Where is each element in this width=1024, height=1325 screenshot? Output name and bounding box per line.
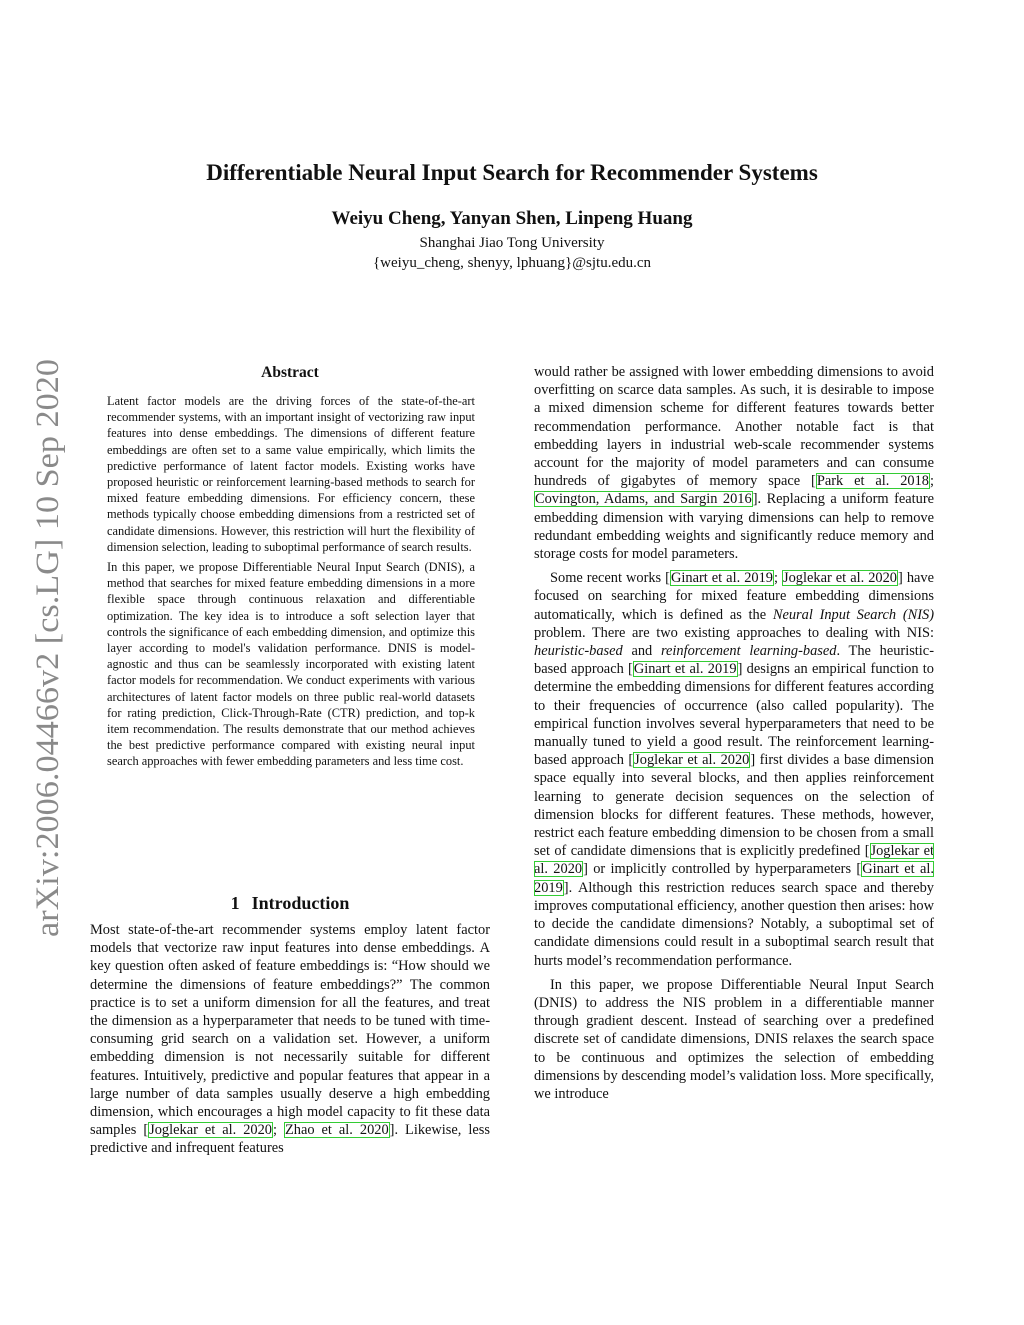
abstract-body: [107, 393, 475, 774]
citation-link[interactable]: Ginart et al. 2019: [534, 861, 934, 896]
citation-link[interactable]: Joglekar et al. 2020: [149, 1122, 272, 1139]
right-column: [534, 363, 934, 1109]
arxiv-stamp: [28, 358, 68, 938]
paper-authors: Weiyu Cheng, Yanyan Shen, Linpeng Huang: [331, 208, 693, 229]
citation-link[interactable]: Park et al. 2018: [816, 473, 929, 490]
intro-paragraph: Most state-of-the-art recommender systems employ latent factor models that vectorize raw input features into dense embeddings. A key question often asked of feature embeddings is: “How should we determine the dimensions of feature embeddings?” The common practice is to set a uniform dimension for all the features, and treat the dimension as a hyperparameter that needs to be tuned with time-consuming grid search on a validation set. However, a uniform embedding dimension is not necessarily suitable for different features. Intuitively, predictive and popular features that appear in a large number of data samples usually deserve a high embedding dimension, which encourages a high model capacity to fit these data samples [Joglekar et al. 2020; Zhao et al. 2020]. Likewise, less predictive and infrequent features: [90, 922, 490, 1157]
citation-link[interactable]: Joglekar et al. 2020: [634, 752, 750, 769]
arxiv-stamp-svg: [28, 358, 68, 938]
abstract-paragraph: In this paper, we propose Differentiable Neural Input Search (DNIS), a method that searches for mixed feature embedding dimensions in a more flexible space through continuous relaxation and differentiable optimization. The key idea is to introduce a soft selection layer that controls the significance of each embedding dimension, and optimize this layer according to model's validation performance. DNIS is model-agnostic and thus can be seamlessly incorporated with existing latent factor models for recommendation. We conduct experiments with various architectures of latent factor models on three public real-world datasets for rating prediction, Click-Through-Rate (CTR) prediction, and top-k item recommendation. The results demonstrate that our method achieves the best predictive performance compared with existing neural input search approaches with fewer embedding parameters and less time cost.: [107, 560, 475, 769]
abstract-paragraph: Latent factor models are the driving forces of the state-of-the-art recommender systems, with an important insight of vectorizing raw input features into dense embeddings. The dimensions of different feature embeddings are often set to a same value empirically, which limits the predictive performance of latent factor models. Existing works have proposed heuristic or reinforcement learning-based methods to search for mixed feature embedding dimensions. For efficiency concern, these methods typically choose embedding dimensions from a restricted set of candidate dimensions. However, this restriction will hurt the flexibility of dimension selection, leading to suboptimal performance of search results.: [107, 394, 475, 554]
section-number: 1: [230, 893, 240, 913]
citation-link[interactable]: Covington, Adams, and Sargin 2016: [535, 491, 752, 508]
citation-link[interactable]: Joglekar et al. 2020: [783, 570, 897, 587]
citation-link[interactable]: Ginart et al. 2019: [670, 570, 773, 587]
citation-link[interactable]: Joglekar et al. 2020: [534, 843, 935, 878]
section-title: Introduction: [251, 893, 350, 913]
section-heading-introduction: [90, 893, 490, 914]
arxiv-id: arXiv:2006.04466v2 [cs.LG] 10 Sep 2020: [30, 379, 66, 937]
abstract-heading: Abstract: [261, 364, 319, 381]
body-paragraph: Some recent works [Ginart et al. 2019; Joglekar et al. 2020] have focused on searching for mixed feature embedding dimensions automatically, which is defined as the Neural Input Search (NIS) problem. There are two existing approaches to dealing with NIS: heuristic-based and reinforcement learning-based. The heuristic-based approach [Ginart et al. 2019] designs an empirical function to determine the embedding dimensions for different features according to their frequencies of occurrence (also called popularity). The empirical function involves several hyperparameters that need to be manually tuned to yield a good result. The reinforcement learning-based approach [Joglekar et al. 2020] first divides a base dimension space equally into several blocks, and then applies reinforcement learning to generate decision sequences on the selection of dimension blocks for different features. These methods, however, restrict each feature embedding dimension to be chosen from a small set of candidate dimensions that is explicitly predefined [Joglekar et al. 2020] or implicitly controlled by hyperparameters [Ginart et al. 2019]. Although this restriction reduces search space and thereby improves computational efficiency, another question then arises: how to decide the candidate dimensions? Notably, a suboptimal set of candidate dimensions could result in a suboptimal search result that hurts model’s recommendation performance.: [534, 570, 935, 969]
left-column: [90, 921, 490, 1164]
body-paragraph: In this paper, we propose Differentiable Neural Input Search (DNIS) to address the NIS problem in a differentiable manner through gradient descent. Instead of searching over a predefined discrete set of candidate dimensions, DNIS relaxes the search space to be continuous and optimizes the selection of embedding dimensions by descending model’s validation loss. More specifically, we introduce: [534, 976, 934, 1102]
author-emails: {weiyu_cheng, shenyy, lphuang}@sjtu.edu.cn: [372, 255, 652, 271]
paper-title: Differentiable Neural Input Search for Recommender Systems: [206, 160, 818, 185]
affiliation: Shanghai Jiao Tong University: [419, 235, 605, 251]
body-paragraph: would rather be assigned with lower embedding dimensions to avoid overfitting on scarce data samples. As such, it is desirable to impose a mixed dimension scheme for different features towards better recommendation performance. Another notable fact is that embedding layers in industrial web-scale recommender systems account for the majority of model parameters and can consume hundreds of gigabytes of memory space [Park et al. 2018; Covington, Adams, and Sargin 2016]. Replacing a uniform feature embedding dimension with varying dimensions can help to remove redundant embedding weights and significantly reduce memory and storage costs for model parameters.: [534, 364, 935, 563]
citation-link[interactable]: Ginart et al. 2019: [633, 661, 737, 678]
citation-link[interactable]: Zhao et al. 2020: [284, 1122, 389, 1139]
